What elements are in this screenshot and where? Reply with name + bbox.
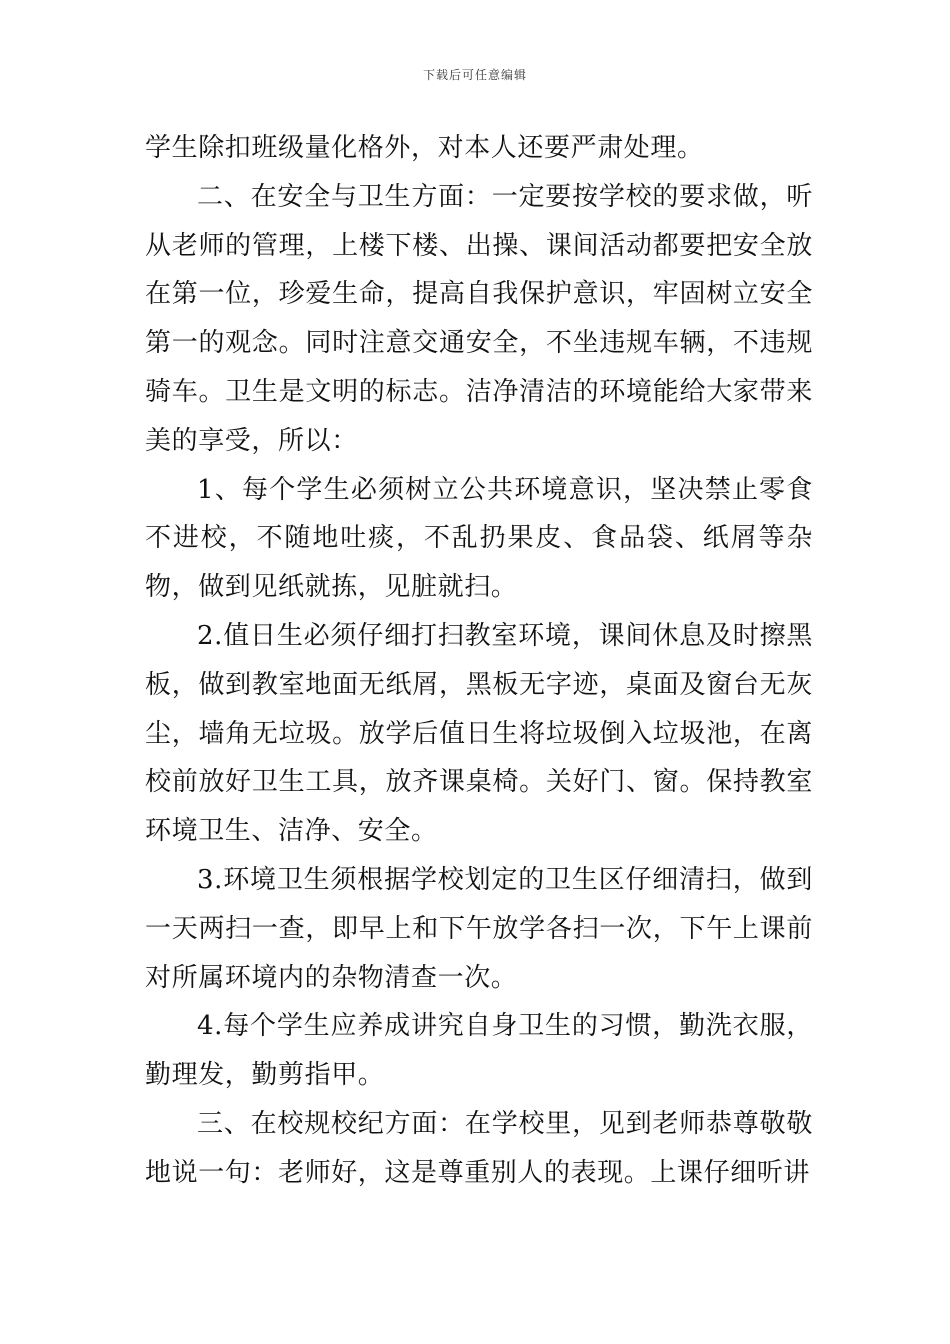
- header-note: 下载后可任意编辑: [422, 68, 527, 82]
- body-text: [145, 124, 813, 1198]
- paragraph-safety-hygiene: 二、在安全与卫生方面：一定要按学校的要求做，听从老师的管理，上楼下楼、出操、课间活动都要把安全放在第一位，珍爱生命，提高自我保护意识，牢固树立安全第一的观念。同时注意交通安全，不坐违规车辆，不违规骑车。卫生是文明的标志。洁净清洁的环境能给大家带来美的享受，所以：: [145, 181, 813, 456]
- paragraph-item-2: 2.值日生必须仔细打扫教室环境，课间休息及时擦黑板，做到教室地面无纸屑，黑板无字迹，桌面及窗台无灰尘，墙角无垃圾。放学后值日生将垃圾倒入垃圾池，在离校前放好卫生工具，放齐课桌椅。关好门、窗。保持教室环境卫生、洁净、安全。: [145, 620, 813, 847]
- paragraph-item-3: 3.环境卫生须根据学校划定的卫生区仔细清扫，做到一天两扫一查，即早上和下午放学各扫一次，下午上课前对所属环境内的杂物清查一次。: [145, 864, 813, 993]
- paragraph-item-1: 1、每个学生必须树立公共环境意识，坚决禁止零食不进校，不随地吐痰，不乱扔果皮、食品袋、纸屑等杂物，做到见纸就拣，见脏就扫。: [145, 474, 813, 603]
- paragraph-discipline: 三、在校规校纪方面：在学校里，见到老师恭尊敬敬地说一句：老师好，这是尊重别人的表现。上课仔细听讲: [145, 1108, 813, 1188]
- paragraph-item-4: 4.每个学生应养成讲究自身卫生的习惯，勤洗衣服，勤理发，勤剪指甲。: [145, 1011, 813, 1091]
- paragraph-continuation: 学生除扣班级量化格外，对本人还要严肃处理。: [145, 133, 704, 163]
